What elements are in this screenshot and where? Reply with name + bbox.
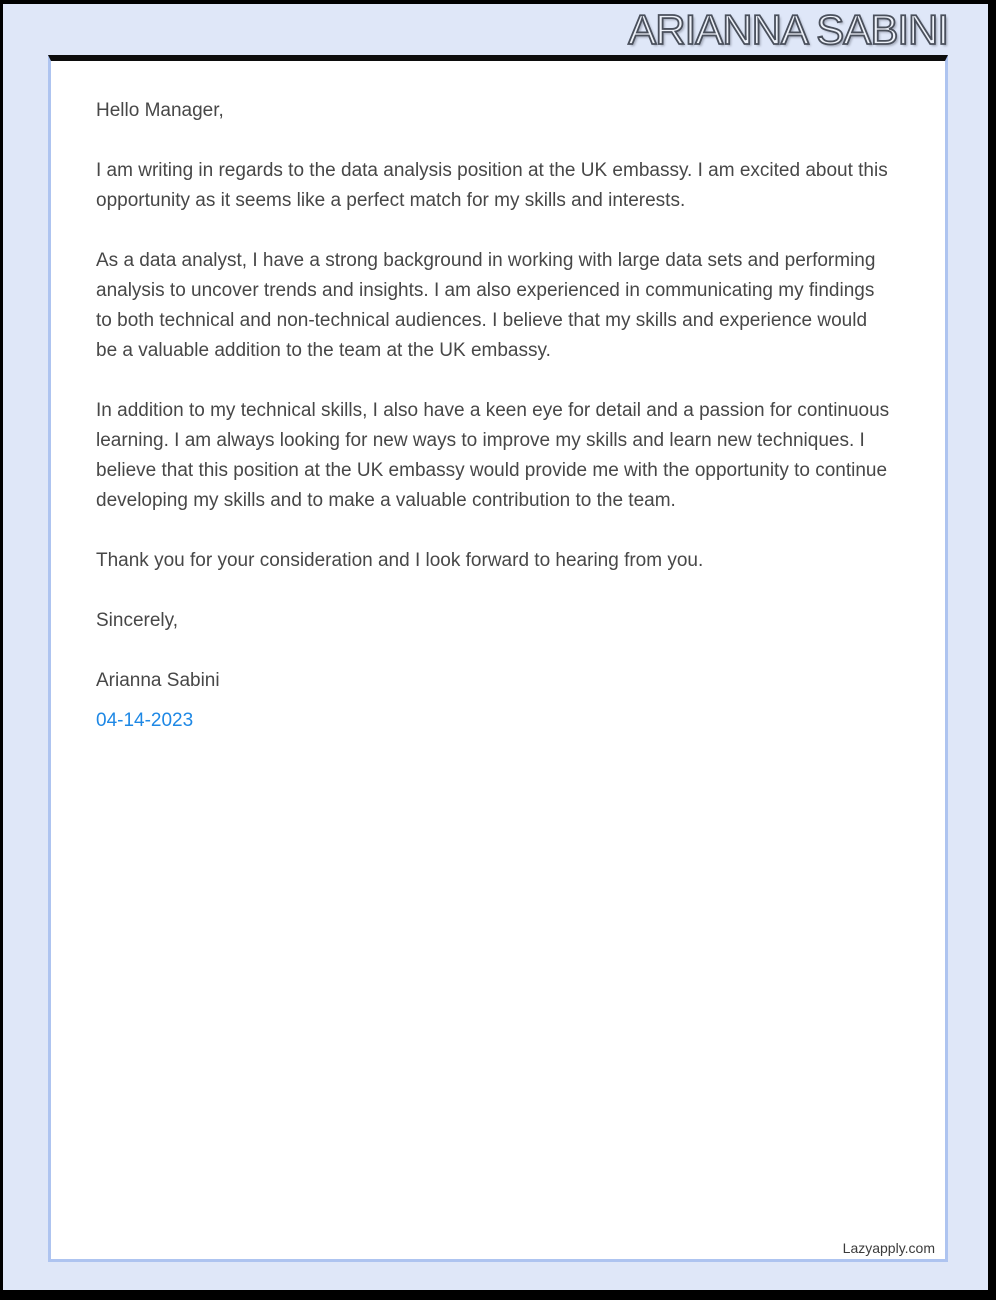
salutation: Hello Manager,	[96, 100, 224, 121]
letter-paragraph: As a data analyst, I have a strong background in working with large data sets and performing analysis to uncover trends and insights. I am also experienced in communicating my findings to both technical and non-technical audiences. I believe that my skills and experience would be a valuable addition to the team at the UK embassy.	[96, 250, 876, 361]
letter-paragraph: Thank you for your consideration and I look forward to hearing from you.	[96, 550, 704, 571]
letter-paragraph: In addition to my technical skills, I also have a keen eye for detail and a passion for continuous learning. I am always looking for new ways to improve my skills and learn new techniques. I believe that this position at the UK embassy would provide me with the opportunity to continue developing my skills and to make a valuable contribution to the team.	[96, 400, 890, 511]
letter-date: 04-14-2023	[96, 710, 194, 731]
branding-footer: Lazyapply.com	[842, 1240, 935, 1256]
letter-sheet	[48, 55, 948, 1262]
closing: Sincerely,	[96, 610, 179, 631]
candidate-name-header: ARIANNA SABINI	[628, 6, 948, 53]
letter-paragraph: I am writing in regards to the data analysis position at the UK embassy. I am excited about this opportunity as it seems like a perfect match for my skills and interests.	[96, 160, 888, 211]
letter-body	[51, 61, 945, 736]
signature-name: Arianna Sabini	[96, 670, 220, 691]
